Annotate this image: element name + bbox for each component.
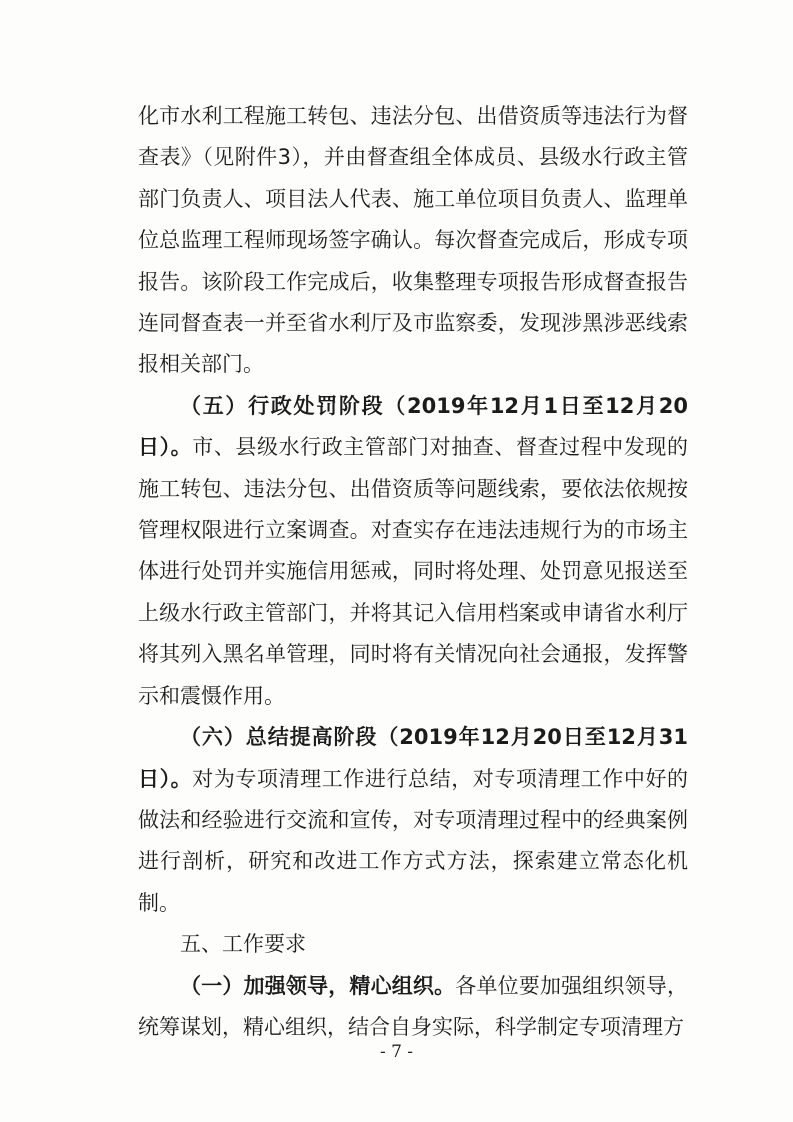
section-title-work-requirements: 五、工作要求 bbox=[180, 932, 306, 957]
paragraph-summary-stage bbox=[138, 717, 688, 924]
paragraph-supervision-report: 化市水利工程施工转包、违法分包、出借资质等违法行为督查表》（见附件3），并由督查组全体成员、县级水行政主管部门负责人、项目法人代表、施工单位项目负责人、监理单位总监理工程师现场签字确认。每次督查完成后，形成专项报告。该阶段工作完成后，收集整理专项报告形成督查报告连同督查表一并至省水利厅及市监察委，发现涉黑涉恶线索报相关部门。 bbox=[138, 104, 688, 377]
section-heading-penalty-stage: （五）行政处罚阶段（2019年12月1日至12月20日）。 bbox=[138, 393, 688, 460]
paragraph-leadership-body: 各单位要加强组织领导，统筹谋划，精心组织，结合自身实际，科学制定专项清理方 bbox=[138, 973, 689, 1039]
paragraph-penalty-body: 市、县级水行政主管部门对抽查、督查过程中发现的施工转包、违法分包、出借资质等问题线索，要依法依规按管理权限进行立案调查。对查实存在违法违规行为的市场主体进行处罚并实施信用惩戒，同时将处理、处罚意见报送至上级水行政主管部门，并将其记入信用档案或申请省水利厅将其列入黑名单管理，同时将有关情况向社会通报，发挥警示和震慑作用。 bbox=[138, 435, 689, 708]
paragraph-summary-body: 对为专项清理工作进行总结，对专项清理工作中好的做法和经验进行交流和宣传，对专项清理过程中的经典案例进行剖析，研究和改进工作方式方法，探索建立常态化机制。 bbox=[138, 766, 689, 915]
paragraph-administrative-penalty bbox=[138, 386, 688, 717]
body-text bbox=[138, 96, 688, 1048]
section-heading-leadership: （一）加强领导，精心组织。 bbox=[180, 973, 456, 998]
section-heading-summary-stage: （六）总结提高阶段（2019年12月20日至12月31日）。 bbox=[138, 725, 688, 791]
page-number: - 7 - bbox=[379, 1042, 414, 1062]
paragraph-leadership bbox=[138, 966, 688, 1049]
